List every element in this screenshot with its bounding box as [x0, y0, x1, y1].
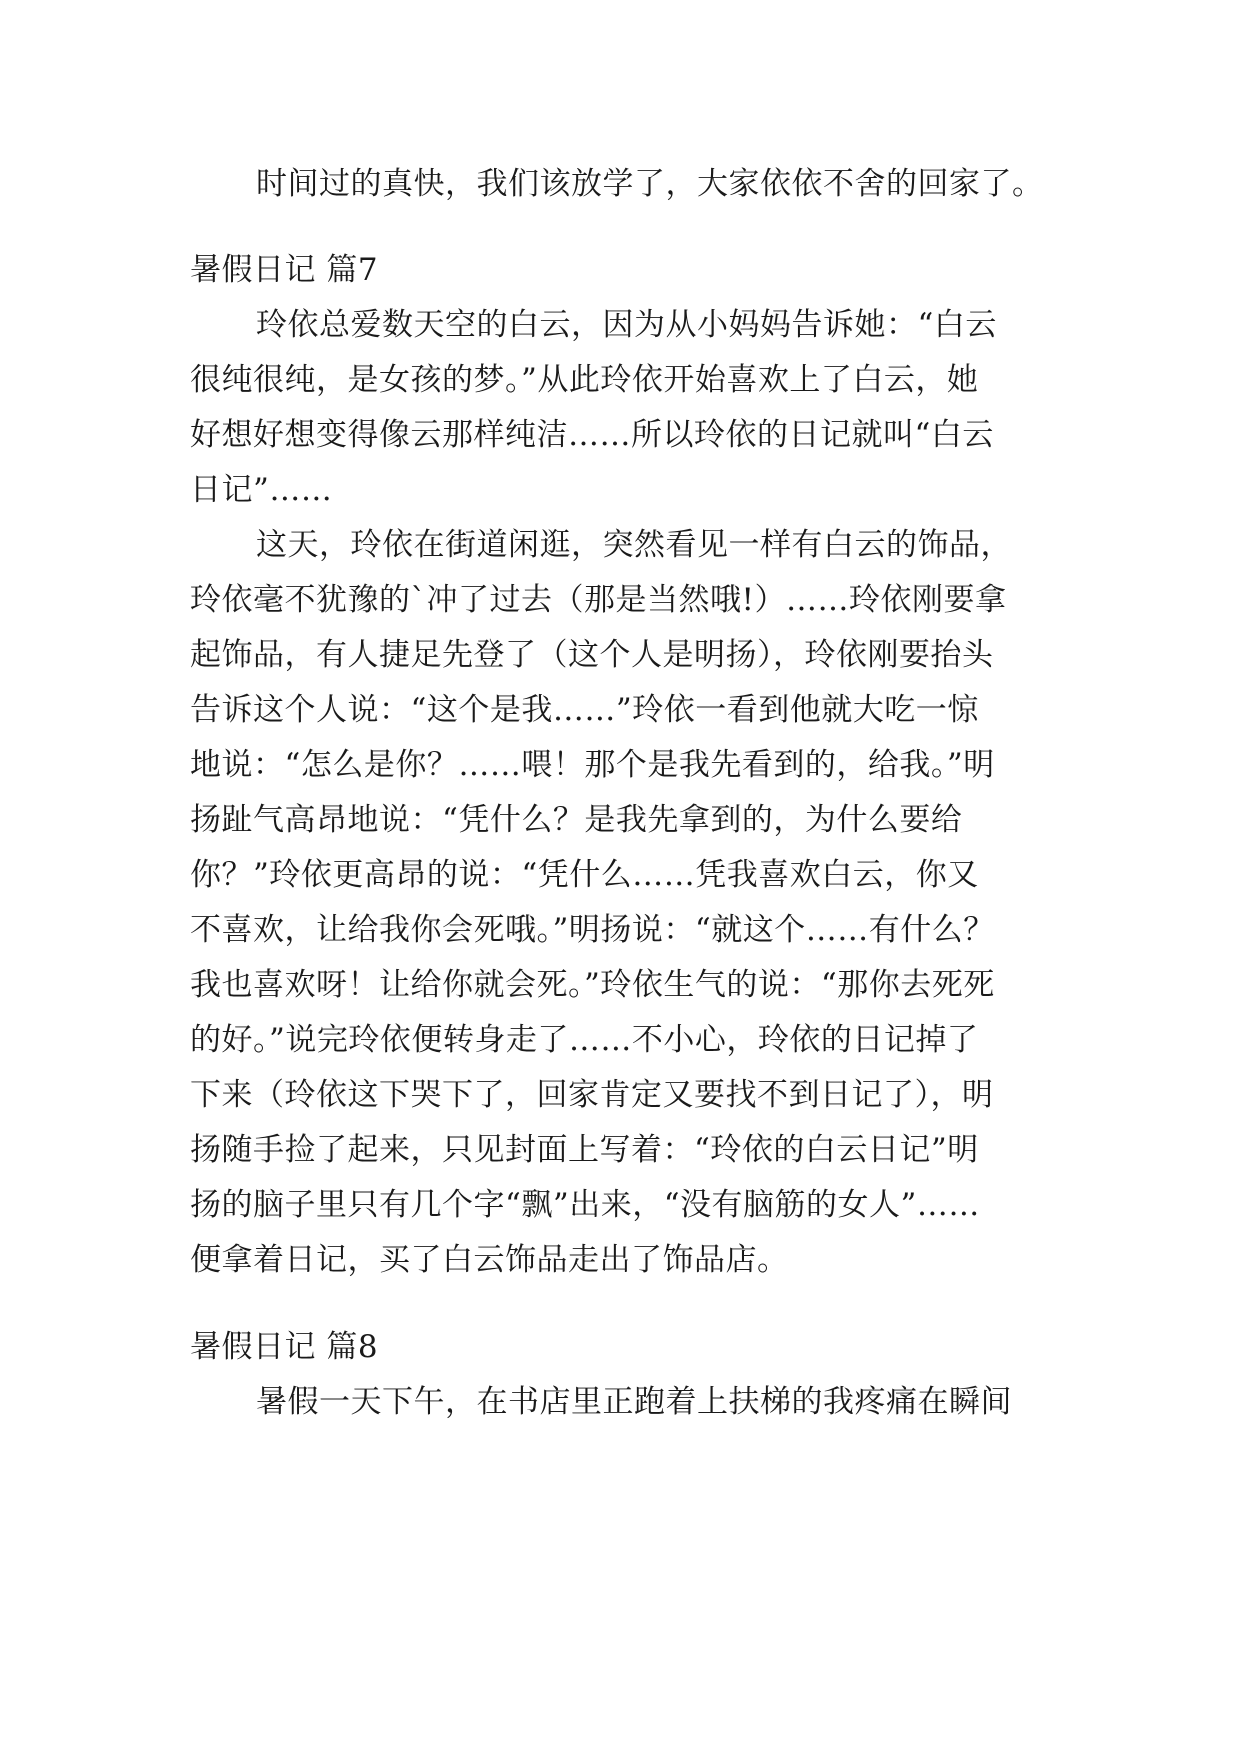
s7-p2-line-4: 告诉这个人说：“这个是我……”玲依一看到他就大吃一惊 — [190, 692, 979, 728]
s7-p2-line-13: 扬的脑子里只有几个字“飘”出来，“没有脑筋的女人”…… — [190, 1187, 980, 1223]
s7-p2-line-2: 玲依毫不犹豫的`冲了过去（那是当然哦!）……玲依刚要拿 — [190, 582, 1007, 618]
section-8-heading: 暑假日记 篇8 — [190, 1329, 379, 1365]
s7-p2-line-8: 不喜欢，让给我你会死哦。”明扬说：“就这个……有什么？ — [190, 912, 995, 948]
s7-p1-line-4: 日记”…… — [190, 472, 333, 508]
document-page — [190, 0, 1050, 1754]
s7-p2-line-11: 下来（玲依这下哭下了，回家肯定又要找不到日记了），明 — [190, 1077, 994, 1113]
s7-p2-line-10: 的好。”说完玲依便转身走了……不小心，玲依的日记掉了 — [190, 1022, 979, 1058]
s7-p2-line-1: 这天，玲依在街道闲逛，突然看见一样有白云的饰品， — [256, 527, 1012, 563]
section-7-heading: 暑假日记 篇7 — [190, 252, 379, 288]
s7-p2-line-9: 我也喜欢呀！让给你就会死。”玲依生气的说：“那你去死死 — [190, 967, 995, 1003]
s7-p1-line-3: 好想好想变得像云那样纯洁……所以玲依的日记就叫“白云 — [190, 417, 994, 453]
s8-p1-line-1: 暑假一天下午，在书店里正跑着上扶梯的我疼痛在瞬间 — [256, 1384, 1012, 1420]
s7-p2-line-6: 扬趾气高昂地说：“凭什么？是我先拿到的，为什么要给 — [190, 802, 963, 838]
s7-p2-line-3: 起饰品，有人捷足先登了（这个人是明扬），玲依刚要抬头 — [190, 637, 994, 673]
intro-line: 时间过的真快，我们该放学了，大家依依不舍的回家了。 — [256, 166, 1044, 202]
s7-p2-line-12: 扬随手捡了起来，只见封面上写着：“玲依的白云日记”明 — [190, 1132, 979, 1168]
s7-p1-line-1: 玲依总爱数天空的白云，因为从小妈妈告诉她：“白云 — [256, 307, 997, 343]
s7-p2-line-7: 你？”玲依更高昂的说：“凭什么……凭我喜欢白云，你又 — [190, 857, 979, 893]
s7-p2-line-14: 便拿着日记，买了白云饰品走出了饰品店。 — [190, 1242, 789, 1278]
s7-p1-line-2: 很纯很纯，是女孩的梦。”从此玲依开始喜欢上了白云，她 — [190, 362, 979, 398]
s7-p2-line-5: 地说：“怎么是你？……喂！那个是我先看到的，给我。”明 — [190, 747, 995, 783]
